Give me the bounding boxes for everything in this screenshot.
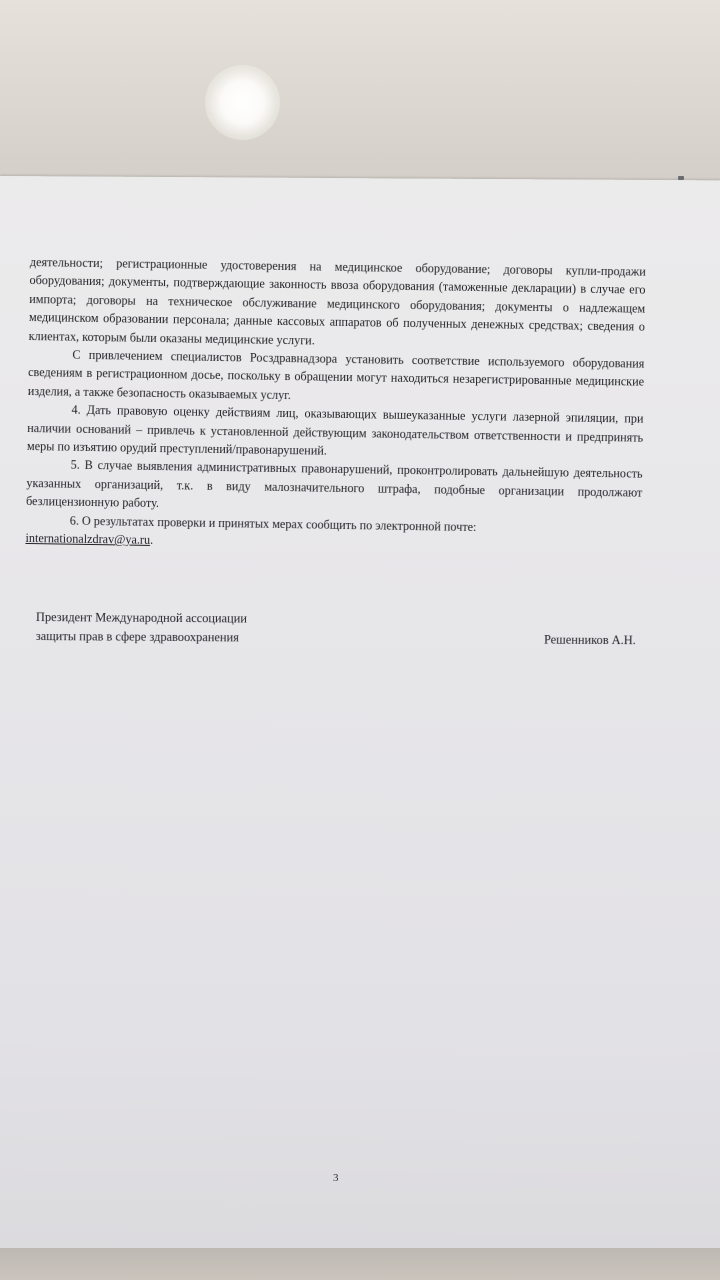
- signatory-name: Решенников А.Н.: [543, 632, 636, 647]
- paragraph-item-4: 4. Дать правовую оценку действиям лиц, оказывающих вышеуказанные услуги лазерной эпиляции, при наличии оснований – привлечь к установленной действующим законодательством ответственности и предпринять меры по изъятию орудий преступлений/правонарушений.: [26, 402, 644, 458]
- paper-corner-mark: [678, 176, 684, 180]
- item-6-text: 6. О результатах проверки и принятых мерах сообщить по электронной почте:: [69, 513, 477, 534]
- signature-block: [36, 608, 636, 649]
- contact-email-link[interactable]: internationalzdrav@ya.ru: [25, 531, 151, 548]
- paragraph-documents-list: деятельности; регистрационные удостоверения на медицинское оборудование; договоры купли-продажи оборудования; документы, подтверждающие законность ввоза оборудования (таможенные декларации) в случае его импорта; договоры на техническое обслуживание медицинского оборудования; документы о надлежащем медицинском образовании персонала; данные кассовых аппаратов об полученных денежных средствах; сведения о клиентах, которым были оказаны медицинские услуги.: [28, 254, 646, 348]
- signatory-title-line1: Президент Международной ассоциации: [35, 609, 248, 626]
- document-body: [25, 253, 646, 557]
- page-number: 3: [333, 1172, 339, 1184]
- paragraph-roszdravnadzor: С привлечением специалистов Росздравнадзора установить соответствие используемого оборудования сведениям в регистрационном досье, поскольку в обращении могут находиться незарегистрированные медицинские изделия, а также безопасность оказываемых услуг.: [27, 347, 645, 402]
- signatory-title-line2: защиты прав в сфере здравоохранения: [35, 628, 239, 644]
- paragraph-item-5: 5. В случае выявления административных правонарушений, проконтролировать дальнейшую деятельность указанных организаций, т.к. в виду малозначительного штрафа, подобные организации продолжают безлицензионную работу.: [25, 458, 643, 511]
- light-glare: [205, 65, 280, 140]
- email-period: .: [149, 533, 154, 548]
- table-bottom-edge: [0, 1248, 720, 1280]
